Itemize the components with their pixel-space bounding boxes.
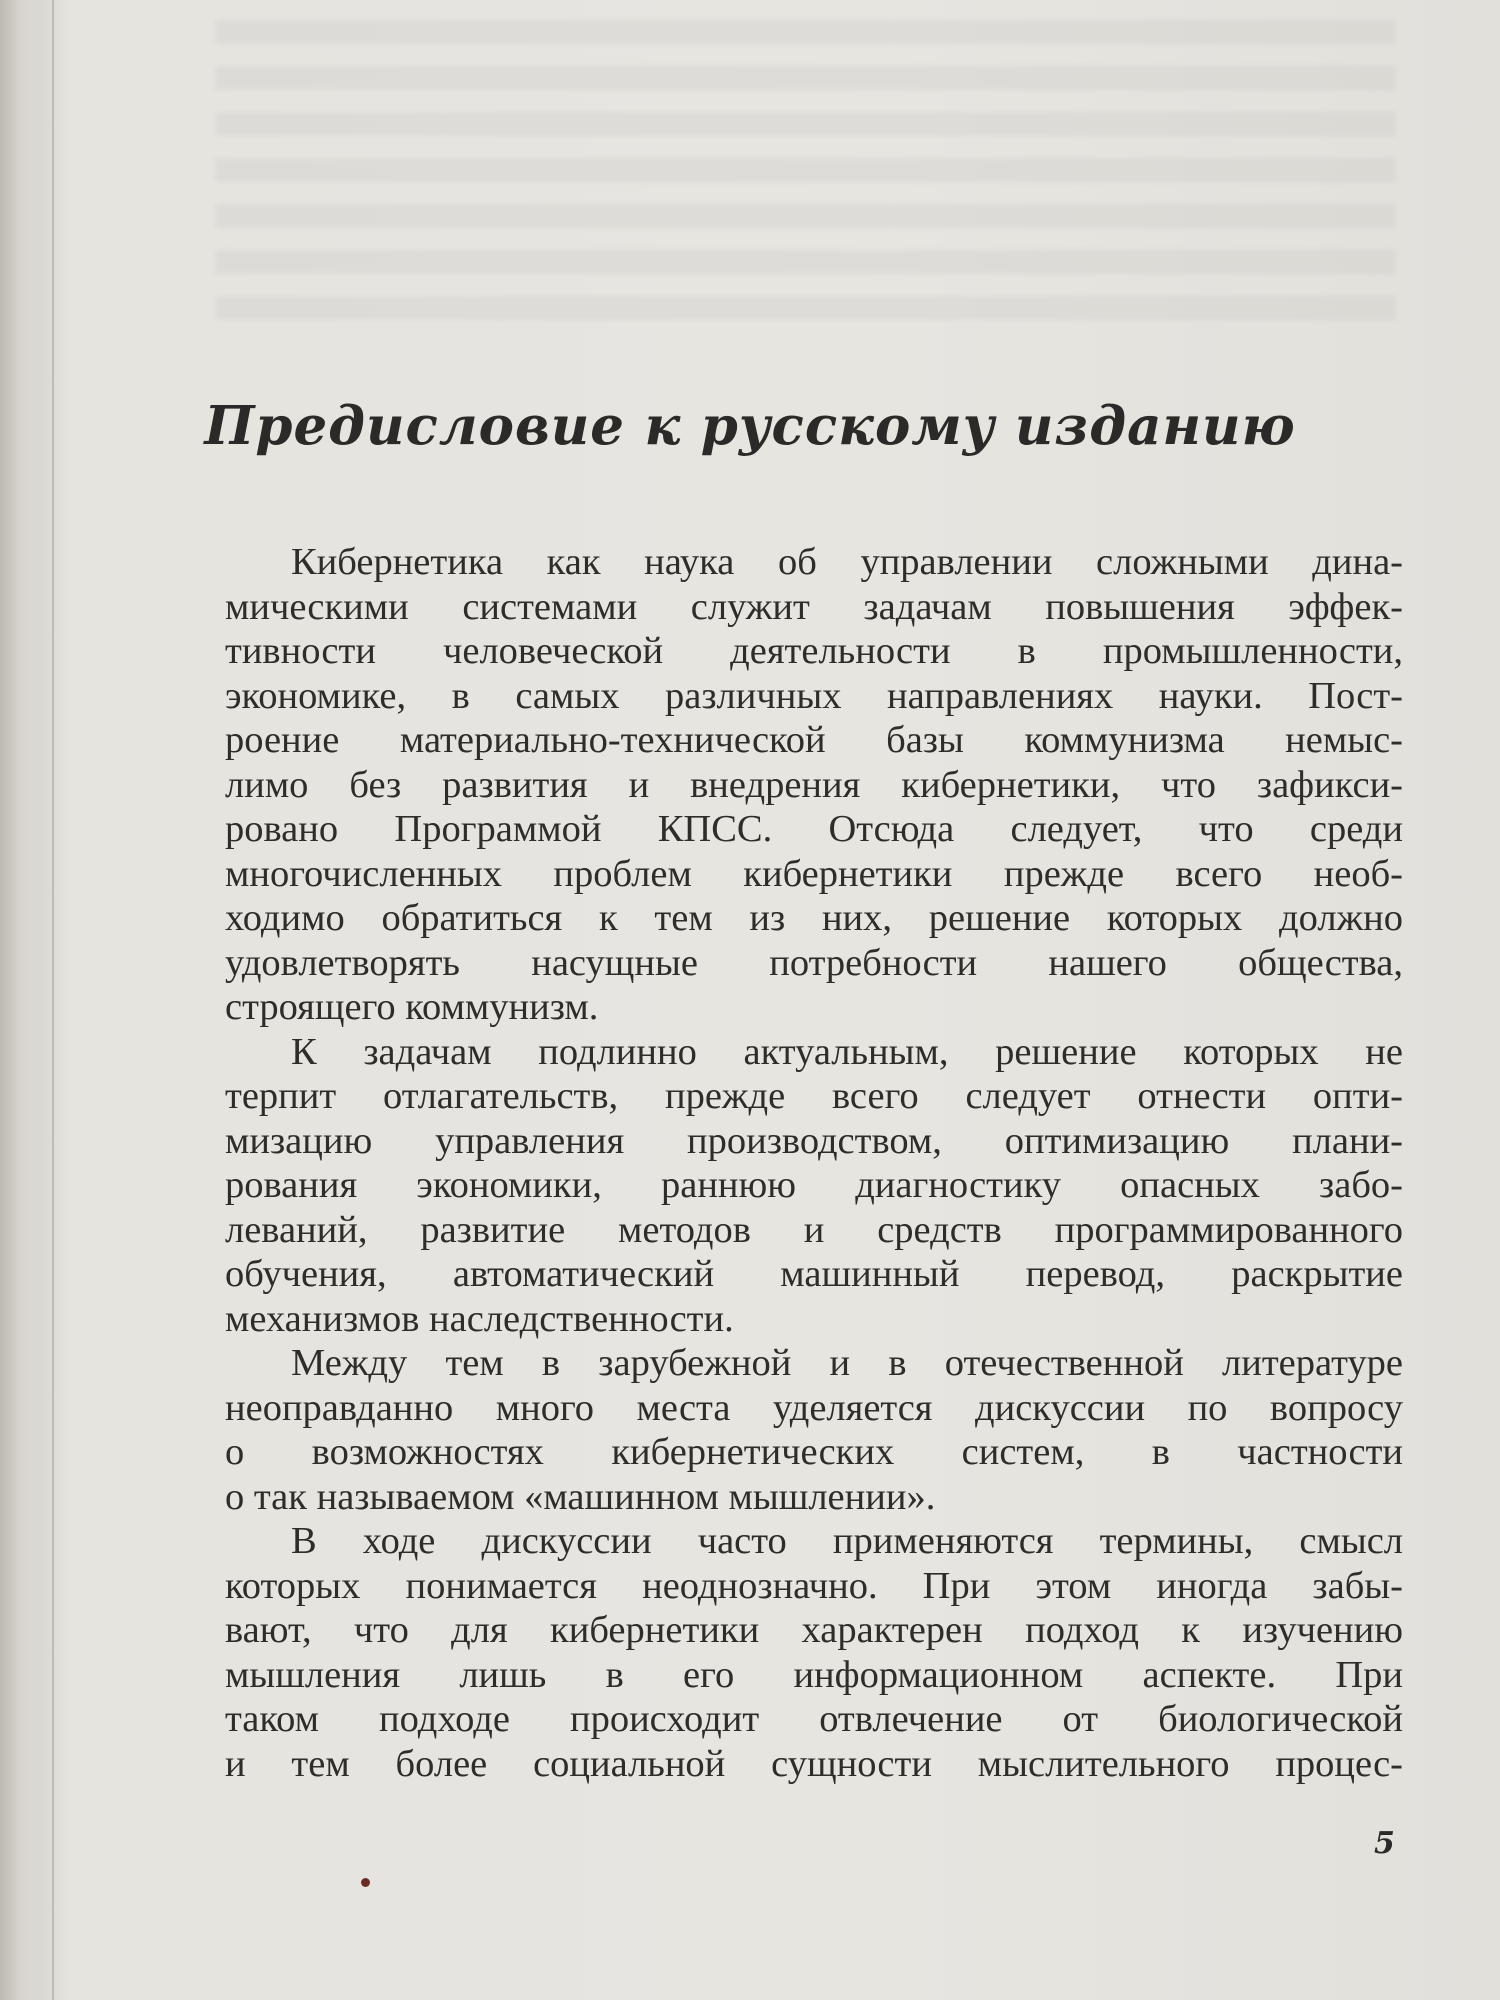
text-line: многочисленных проблем кибернетики прежде всего необ- [225,852,1403,895]
text-line: которых понимается неоднозначно. При этом иногда забы- [225,1564,1403,1607]
text-line: удовлетворять насущные потребности нашего общества, [225,941,1403,984]
text-line: таком подходе происходит отвлечение от биологической [225,1698,1403,1740]
text-line: роение материально-технической базы коммунизма немыс- [225,719,1403,761]
text-line: К задачам подлинно актуальным, решение которых не [291,1030,1403,1073]
text-line: мышления лишь в его информационном аспекте. При [225,1653,1403,1696]
text-line: рования экономики, раннюю диагностику опасных забо- [225,1164,1403,1206]
text-line: лимо без развития и внедрения кибернетики, что зафикси- [225,763,1403,806]
text-line: ходимо обратиться к тем из них, решение которых должно [225,897,1403,939]
text-line: В ходе дискуссии часто применяются термины, смысл [291,1520,1403,1562]
text-line: вают, что для кибернетики характерен подход к изучению [225,1609,1403,1651]
text-line: леваний, развитие методов и средств программированного [225,1208,1403,1251]
text-line: неоправданно много места уделяется дискуссии по вопросу [225,1386,1403,1429]
body-text [225,540,1403,1786]
text-line: и тем более социальной сущности мыслительного процес- [225,1742,1403,1785]
text-line: строящего коммунизм. [225,986,599,1028]
text-line: ровано Программой КПСС. Отсюда следует, что среди [225,808,1403,850]
text-line: терпит отлагательств, прежде всего следует отнести опти- [225,1075,1403,1117]
text-line: обучения, автоматический машинный перевод, раскрытие [225,1253,1403,1295]
text-line: Между тем в зарубежной и в отечественной литературе [291,1342,1403,1384]
ink-speck [361,1878,370,1887]
page-number: 5 [1374,1826,1395,1861]
text-line: мизацию управления производством, оптимизацию плани- [225,1119,1403,1162]
text-line: тивности человеческой деятельности в промышленности, [225,630,1403,672]
text-line: мическими системами служит задачам повышения эффек- [225,585,1403,628]
text-line: механизмов наследственности. [225,1297,734,1340]
text-line: экономике, в самых различных направлениях науки. Пост- [225,674,1403,717]
text-line: Кибернетика как наука об управлении сложными дина- [291,541,1403,583]
page-title: Предисловие к русскому изданию [204,395,1296,457]
book-gutter [52,0,54,2000]
text-line: о так называемом «машинном мышлении». [225,1475,936,1518]
show-through-text [215,20,1395,320]
text-line: о возможностях кибернетических систем, в частности [225,1431,1403,1473]
